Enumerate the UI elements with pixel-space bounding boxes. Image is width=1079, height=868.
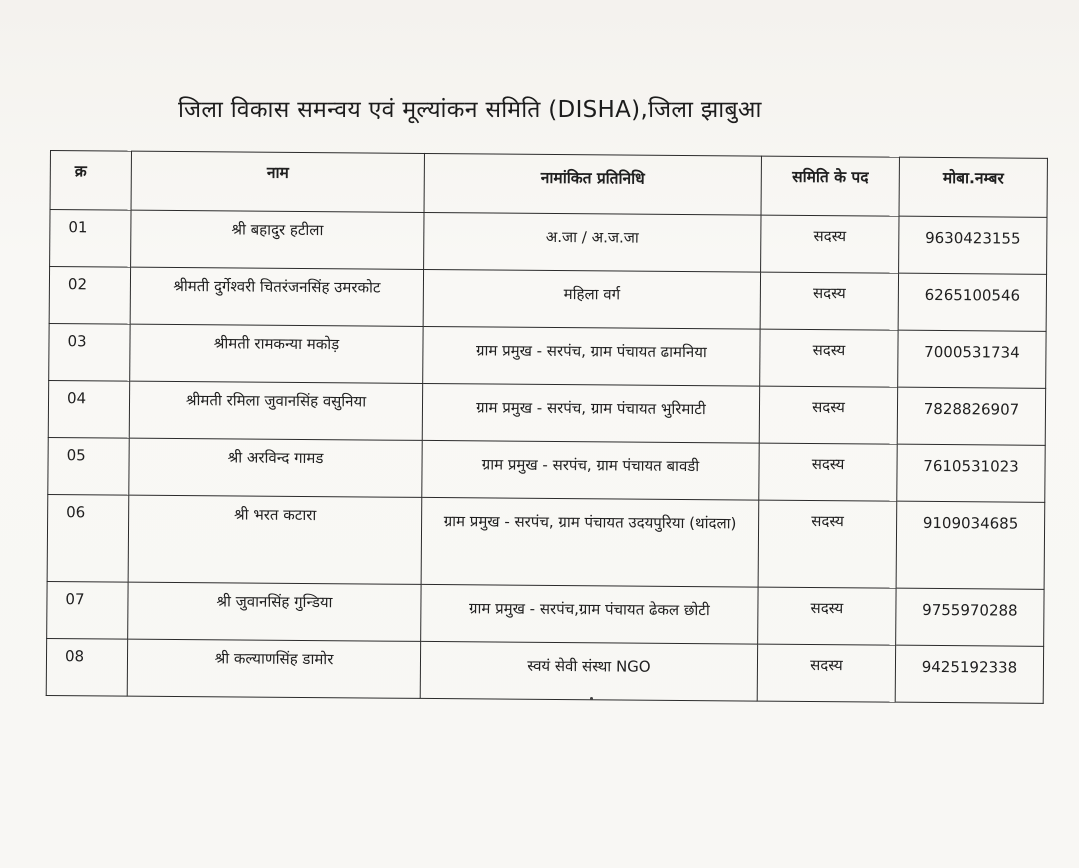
cell-name: श्री भरत कटारा	[128, 495, 422, 584]
cell-post: सदस्य	[761, 215, 899, 273]
cell-representative: स्वयं सेवी संस्था NGO	[420, 641, 757, 701]
cell-name: श्री जुवानसिंह गुन्डिया	[128, 582, 421, 641]
cell-name: श्री अरविन्द गामड	[129, 438, 422, 497]
cell-representative: अ.जा / अ.ज.जा	[424, 212, 761, 272]
cell-serial: 03	[49, 323, 130, 381]
table-row	[50, 210, 1047, 275]
cell-representative: ग्राम प्रमुख - सरपंच, ग्राम पंचायत बावडी	[422, 440, 759, 500]
table-header-row	[50, 151, 1047, 218]
cell-serial: 02	[49, 267, 130, 325]
cell-serial: 01	[50, 210, 131, 268]
cell-serial: 05	[48, 437, 129, 495]
cell-representative: ग्राम प्रमुख - सरपंच,ग्राम पंचायत ढेकल छोटी	[421, 584, 758, 644]
header-representative: नामांकित प्रतिनिधि	[424, 153, 761, 215]
table-row	[48, 437, 1045, 502]
table-row	[47, 581, 1044, 646]
cell-representative: महिला वर्ग	[423, 269, 760, 329]
cell-post: सदस्य	[760, 272, 898, 330]
cell-representative: ग्राम प्रमुख - सरपंच, ग्राम पंचायत उदयपुरिया (थांदला)	[421, 497, 759, 587]
cell-name: श्री बहादुर हटीला	[131, 210, 424, 269]
header-name: नाम	[131, 151, 424, 212]
page-title: जिला विकास समन्वय एवं मूल्यांकन समिति (DISHA),जिला झाबुआ	[178, 97, 762, 123]
header-post: समिति के पद	[761, 156, 899, 216]
table-row	[49, 323, 1046, 388]
header-serial: क्र	[50, 151, 131, 211]
cell-representative: ग्राम प्रमुख - सरपंच, ग्राम पंचायत भुरिमाटी	[422, 383, 759, 443]
table-row	[46, 638, 1043, 703]
cell-mobile: 9109034685	[896, 501, 1045, 589]
members-table	[46, 150, 1048, 704]
cell-serial: 07	[47, 581, 128, 639]
cell-mobile: 6265100546	[898, 273, 1046, 331]
cell-representative: ग्राम प्रमुख - सरपंच, ग्राम पंचायत ढामनिया	[423, 326, 760, 386]
table-row	[48, 380, 1045, 445]
cell-serial: 04	[48, 380, 129, 438]
cell-serial: 08	[46, 638, 127, 696]
cell-post: सदस्य	[759, 386, 897, 444]
cell-post: सदस्य	[757, 644, 895, 702]
cell-post: सदस्य	[759, 443, 897, 501]
table-row	[49, 267, 1046, 332]
cell-mobile: 7828826907	[897, 387, 1045, 445]
cell-post: सदस्य	[758, 500, 897, 588]
header-mobile: मोबा.नम्बर	[899, 157, 1047, 217]
cell-serial: 06	[47, 494, 129, 582]
cell-name: श्रीमती दुर्गेश्वरी चितरंजनसिंह उमरकोट	[130, 267, 423, 326]
cell-name: श्रीमती रमिला जुवानसिंह वसुनिया	[129, 381, 422, 440]
cell-mobile: 9630423155	[899, 216, 1047, 274]
cell-mobile: 9755970288	[896, 588, 1044, 646]
cell-mobile: 7610531023	[897, 444, 1045, 502]
table-row	[47, 494, 1045, 589]
cell-name: श्रीमती रामकन्या मकोड़	[130, 324, 423, 383]
cell-mobile: 9425192338	[895, 645, 1043, 703]
cell-name: श्री कल्याणसिंह डामोर	[127, 639, 420, 698]
cell-post: सदस्य	[758, 587, 896, 645]
cell-post: सदस्य	[760, 329, 898, 387]
scan-speck	[590, 697, 593, 700]
cell-mobile: 7000531734	[898, 330, 1046, 388]
